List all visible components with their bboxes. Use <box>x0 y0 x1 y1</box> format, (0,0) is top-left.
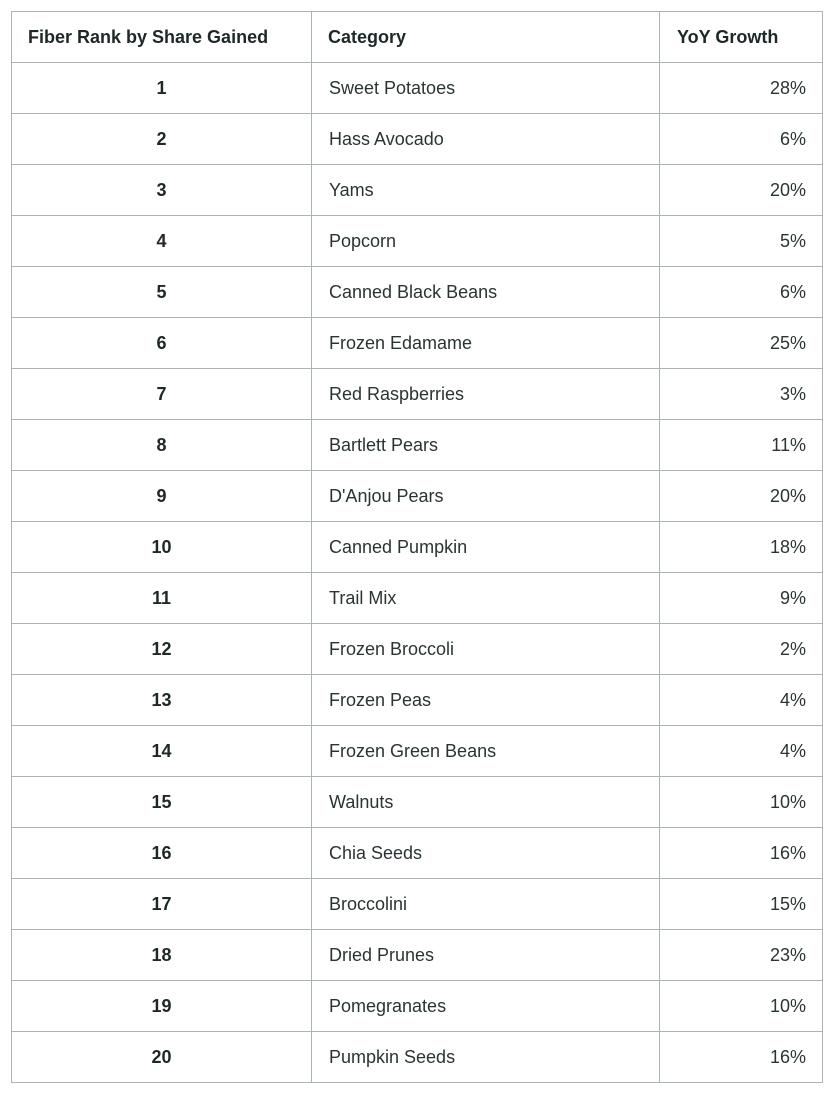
table-row <box>12 420 823 471</box>
table-row <box>12 828 823 879</box>
yoy-growth-cell: 16% <box>660 828 823 879</box>
table-row <box>12 675 823 726</box>
rank-cell: 18 <box>12 930 312 981</box>
rank-cell: 1 <box>12 63 312 114</box>
rank-cell: 14 <box>12 726 312 777</box>
category-cell: Hass Avocado <box>312 114 660 165</box>
header-row <box>12 12 823 63</box>
category-cell: Yams <box>312 165 660 216</box>
rank-cell: 5 <box>12 267 312 318</box>
yoy-growth-cell: 4% <box>660 726 823 777</box>
table-row <box>12 369 823 420</box>
rank-cell: 15 <box>12 777 312 828</box>
yoy-growth-cell: 23% <box>660 930 823 981</box>
category-cell: Canned Black Beans <box>312 267 660 318</box>
rank-cell: 16 <box>12 828 312 879</box>
table-row <box>12 726 823 777</box>
yoy-growth-cell: 10% <box>660 777 823 828</box>
rank-cell: 11 <box>12 573 312 624</box>
fiber-rank-table-container <box>11 11 822 1083</box>
category-cell: Frozen Broccoli <box>312 624 660 675</box>
category-cell: Sweet Potatoes <box>312 63 660 114</box>
category-cell: Walnuts <box>312 777 660 828</box>
category-cell: Chia Seeds <box>312 828 660 879</box>
yoy-growth-cell: 25% <box>660 318 823 369</box>
table-row <box>12 318 823 369</box>
rank-cell: 7 <box>12 369 312 420</box>
category-cell: Pumpkin Seeds <box>312 1032 660 1083</box>
category-cell: Bartlett Pears <box>312 420 660 471</box>
table-header <box>12 12 823 63</box>
category-cell: Broccolini <box>312 879 660 930</box>
rank-cell: 2 <box>12 114 312 165</box>
rank-cell: 3 <box>12 165 312 216</box>
category-cell: D'Anjou Pears <box>312 471 660 522</box>
yoy-growth-cell: 2% <box>660 624 823 675</box>
rank-cell: 12 <box>12 624 312 675</box>
table-row <box>12 573 823 624</box>
yoy-growth-cell: 3% <box>660 369 823 420</box>
fiber-rank-table <box>11 11 823 1083</box>
table-row <box>12 471 823 522</box>
rank-cell: 19 <box>12 981 312 1032</box>
rank-cell: 17 <box>12 879 312 930</box>
yoy-growth-cell: 4% <box>660 675 823 726</box>
header-category: Category <box>312 12 660 63</box>
category-cell: Frozen Peas <box>312 675 660 726</box>
yoy-growth-cell: 11% <box>660 420 823 471</box>
yoy-growth-cell: 6% <box>660 267 823 318</box>
rank-cell: 4 <box>12 216 312 267</box>
yoy-growth-cell: 5% <box>660 216 823 267</box>
table-row <box>12 1032 823 1083</box>
table-row <box>12 624 823 675</box>
category-cell: Frozen Green Beans <box>312 726 660 777</box>
yoy-growth-cell: 18% <box>660 522 823 573</box>
yoy-growth-cell: 16% <box>660 1032 823 1083</box>
table-row <box>12 777 823 828</box>
header-rank: Fiber Rank by Share Gained <box>12 12 312 63</box>
yoy-growth-cell: 6% <box>660 114 823 165</box>
category-cell: Trail Mix <box>312 573 660 624</box>
header-yoy-growth: YoY Growth <box>660 12 823 63</box>
table-row <box>12 930 823 981</box>
yoy-growth-cell: 10% <box>660 981 823 1032</box>
yoy-growth-cell: 9% <box>660 573 823 624</box>
rank-cell: 10 <box>12 522 312 573</box>
table-row <box>12 522 823 573</box>
table-row <box>12 879 823 930</box>
category-cell: Frozen Edamame <box>312 318 660 369</box>
yoy-growth-cell: 20% <box>660 165 823 216</box>
table-row <box>12 114 823 165</box>
category-cell: Red Raspberries <box>312 369 660 420</box>
rank-cell: 9 <box>12 471 312 522</box>
table-row <box>12 216 823 267</box>
category-cell: Canned Pumpkin <box>312 522 660 573</box>
rank-cell: 8 <box>12 420 312 471</box>
yoy-growth-cell: 15% <box>660 879 823 930</box>
rank-cell: 6 <box>12 318 312 369</box>
table-row <box>12 63 823 114</box>
rank-cell: 20 <box>12 1032 312 1083</box>
yoy-growth-cell: 28% <box>660 63 823 114</box>
yoy-growth-cell: 20% <box>660 471 823 522</box>
table-row <box>12 981 823 1032</box>
category-cell: Pomegranates <box>312 981 660 1032</box>
rank-cell: 13 <box>12 675 312 726</box>
table-body <box>12 63 823 1083</box>
table-row <box>12 165 823 216</box>
table-row <box>12 267 823 318</box>
category-cell: Popcorn <box>312 216 660 267</box>
category-cell: Dried Prunes <box>312 930 660 981</box>
